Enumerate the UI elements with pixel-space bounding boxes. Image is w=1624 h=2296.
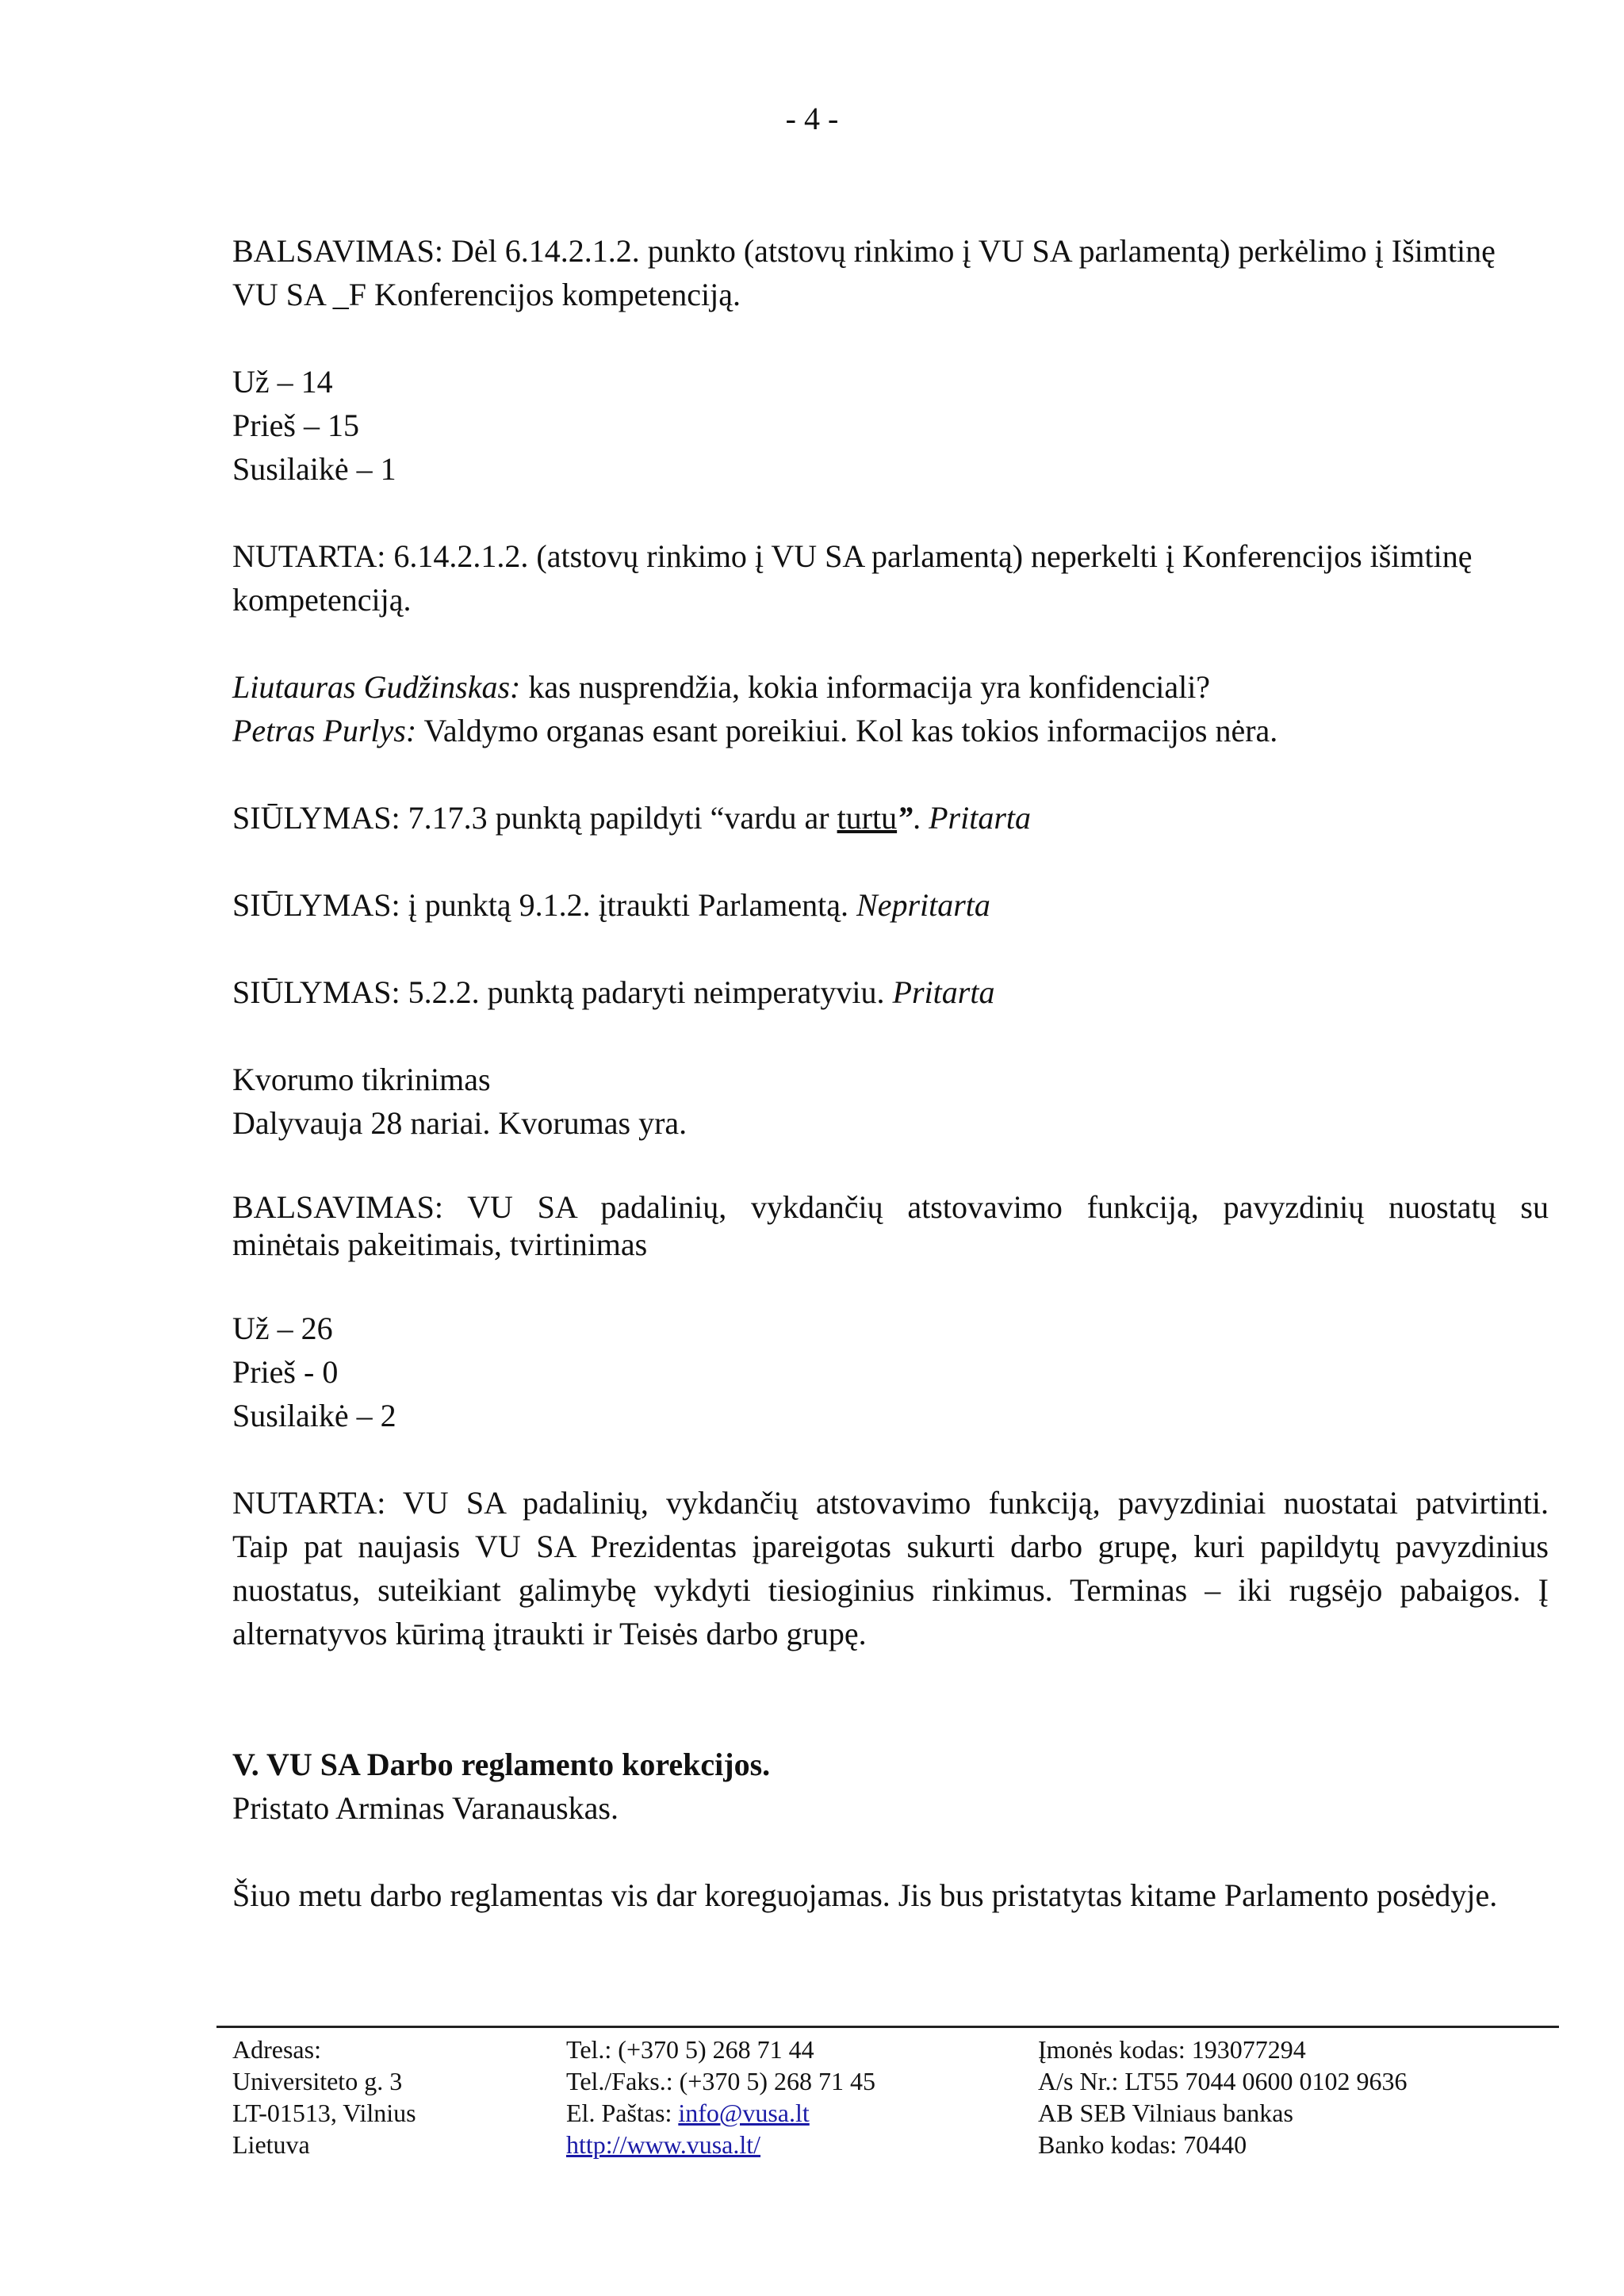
vote-1-decision xyxy=(232,534,1549,622)
website-link[interactable]: http://www.vusa.lt/ xyxy=(566,2130,761,2159)
section-body: Šiuo metu darbo reglamentas vis dar koreguojamas. Jis bus pristatytas kitame Parlamento posėdyje. xyxy=(232,1877,1498,1913)
proposal-suffix: . xyxy=(913,800,929,836)
vote-1-title-line-1: BALSAVIMAS: Dėl 6.14.2.1.2. punkto (atstovų rinkimo į VU SA parlamentą) perkėlimo į Išimtinę xyxy=(232,233,1496,269)
website-line xyxy=(566,2129,875,2160)
vote-1-title xyxy=(232,229,1549,316)
address-label: Adresas: xyxy=(232,2035,321,2064)
page-number: - 4 - xyxy=(785,101,839,136)
proposal-result: Pritarta xyxy=(892,974,995,1010)
proposal-text: SIŪLYMAS: į punktą 9.1.2. įtraukti Parlamentą. xyxy=(232,887,857,923)
bank-name: AB SEB Vilniaus bankas xyxy=(1038,2099,1293,2127)
proposal-text: SIŪLYMAS: 5.2.2. punktą padaryti neimperatyviu. xyxy=(232,974,893,1010)
email-link[interactable]: info@vusa.lt xyxy=(678,2099,810,2127)
vote-2-results xyxy=(232,1307,1549,1437)
dialogue-text: kas nusprendžia, kokia informacija yra konfidenciali? xyxy=(520,669,1211,705)
document-body xyxy=(232,229,1549,1917)
vote-1-for: Už – 14 xyxy=(232,364,333,400)
proposal-result: Pritarta xyxy=(929,800,1032,836)
proposal-2 xyxy=(232,883,1549,927)
proposal-result: Nepritarta xyxy=(856,887,990,923)
email-line xyxy=(566,2097,875,2129)
vote-2-title-line-2: minėtais pakeitimais, tvirtinimas xyxy=(232,1226,648,1262)
vote-2-decision-line: alternatyvos kūrimą įtraukti ir Teisės darbo grupę. xyxy=(232,1616,867,1651)
proposal-3 xyxy=(232,970,1549,1014)
dialogue xyxy=(232,665,1549,752)
vote-1-decision-line-2: kompetenciją. xyxy=(232,582,412,618)
footer-contacts xyxy=(566,2034,875,2160)
vote-2-abstain: Susilaikė – 2 xyxy=(232,1398,396,1433)
proposal-1 xyxy=(232,796,1549,840)
bank-code: Banko kodas: 70440 xyxy=(1038,2130,1247,2159)
section-presenter: Pristato Arminas Varanauskas. xyxy=(232,1790,619,1826)
fax: Tel./Faks.: (+370 5) 268 71 45 xyxy=(566,2067,875,2095)
dialogue-line xyxy=(232,709,1549,752)
closing-quote: ” xyxy=(897,800,914,836)
vote-2-for: Už – 26 xyxy=(232,1311,333,1346)
vote-1-title-line-2: VU SA _F Konferencijos kompetenciją. xyxy=(232,277,741,312)
dialogue-text: Valdymo organas esant poreikiui. Kol kas tokios informacijos nėra. xyxy=(416,713,1278,748)
vote-2-against: Prieš - 0 xyxy=(232,1354,339,1390)
vote-2-title-line-1: BALSAVIMAS: VU SA padalinių, vykdančių atstovavimo funkciją, pavyzdinių nuostatų su xyxy=(232,1189,1549,1225)
vote-2-decision-line: Taip pat naujasis VU SA Prezidentas įpareigotas sukurti darbo grupę, kuri papildytų pavyzdinius xyxy=(232,1529,1549,1564)
phone: Tel.: (+370 5) 268 71 44 xyxy=(566,2035,814,2064)
underlined-word: turtu xyxy=(837,800,898,836)
footer-address xyxy=(232,2034,416,2160)
company-code: Įmonės kodas: 193077294 xyxy=(1038,2035,1306,2064)
address-street: Universiteto g. 3 xyxy=(232,2067,403,2095)
quorum-title: Kvorumo tikrinimas xyxy=(232,1062,491,1097)
vote-1-results xyxy=(232,360,1549,491)
footer-bank xyxy=(1038,2034,1408,2160)
bank-account: A/s Nr.: LT55 7044 0600 0102 9636 xyxy=(1038,2067,1408,2095)
vote-1-decision-line-1: NUTARTA: 6.14.2.1.2. (atstovų rinkimo į VU SA parlamentą) neperkelti į Konferencijos išimtinę xyxy=(232,538,1473,574)
vote-2-decision-line: nuostatus, suteikiant galimybę vykdyti tiesioginius rinkimus. Terminas – iki rugsėjo pabaigos. Į xyxy=(232,1572,1549,1608)
vote-2-decision-line: NUTARTA: VU SA padalinių, vykdančių atstovavimo funkciją, pavyzdiniai nuostatai patvirtinti. xyxy=(232,1485,1549,1521)
quorum-status: Dalyvauja 28 nariai. Kvorumas yra. xyxy=(232,1105,688,1141)
vote-2-decision xyxy=(232,1481,1549,1655)
section-heading: V. VU SA Darbo reglamento korekcijos. xyxy=(232,1747,771,1782)
proposal-text: SIŪLYMAS: 7.17.3 punktą papildyti “vardu ar xyxy=(232,800,837,836)
speaker-name: Petras Purlys: xyxy=(232,713,417,748)
section-5 xyxy=(232,1743,1549,1917)
vote-2-title xyxy=(232,1188,1549,1263)
address-city: LT-01513, Vilnius xyxy=(232,2099,416,2127)
footer-divider xyxy=(216,2026,1559,2028)
email-label: El. Paštas: xyxy=(566,2099,679,2127)
vote-1-against: Prieš – 15 xyxy=(232,408,359,443)
vote-1-abstain: Susilaikė – 1 xyxy=(232,451,396,487)
address-country: Lietuva xyxy=(232,2130,310,2159)
dialogue-line xyxy=(232,665,1549,709)
quorum-check xyxy=(232,1058,1549,1145)
speaker-name: Liutauras Gudžinskas: xyxy=(232,669,521,705)
